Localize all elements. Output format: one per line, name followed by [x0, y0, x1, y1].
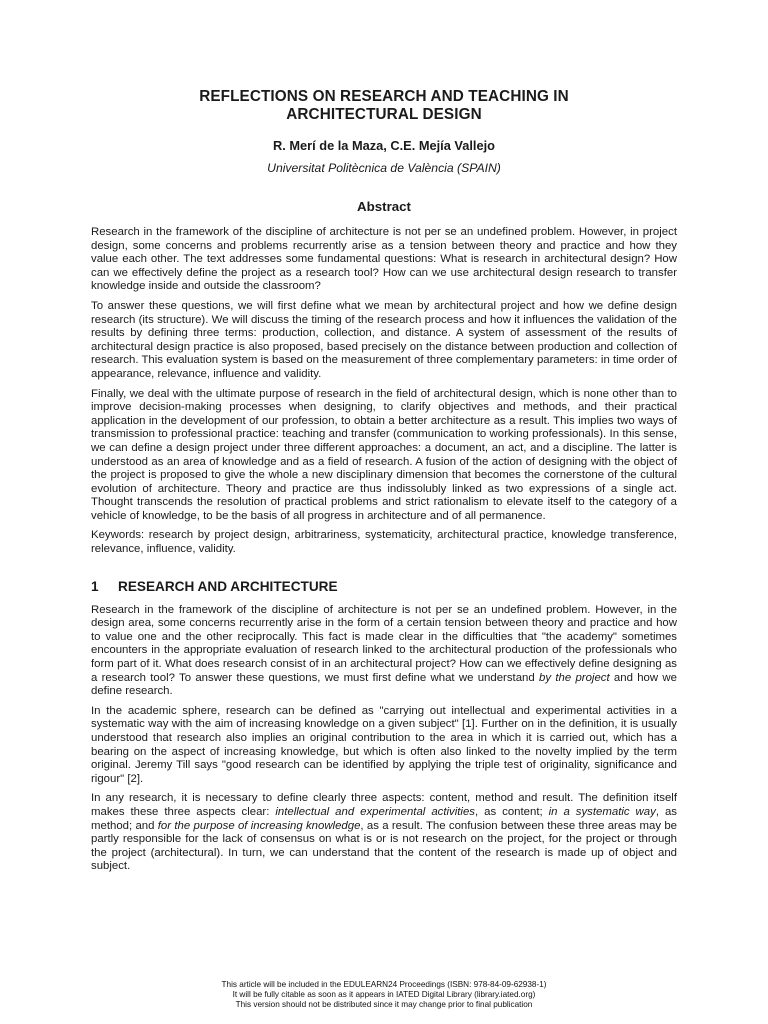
- footer-line-2: It will be fully citable as soon as it appears in IATED Digital Library (library.iated.org): [232, 990, 536, 999]
- abstract-paragraph-1: Research in the framework of the discipline of architecture is not per se an undefined problem. However, in project design, some concerns and problems recurrently arise as a tension between theory and practice and how they value each other. The text addresses some fundamental questions: What is research in architectural design? How can we effectively define the project as a research tool? How can we use architectural design research to transfer knowledge inside and outside the classroom?: [91, 226, 677, 293]
- section-title: RESEARCH AND ARCHITECTURE: [118, 578, 338, 594]
- section-paragraph-2: In the academic sphere, research can be defined as "carrying out intellectual and experimental activities in a systematic way with the aim of increasing knowledge on a given subject" [1]. Further on in the definition, it is usually understood that research also implies an original contribution to the area in which it is carried out, which has a bearing on the aspect of increasing knowledge, but which is often also linked to the novelty implied by the term original. Jeremy Till says "good research can be identified by applying the triple test of originality, significance and rigour" [2].: [91, 704, 677, 785]
- emphasis-run: intellectual and experimental activities: [275, 805, 475, 818]
- emphasis-run: for the purpose of increasing knowledge: [157, 819, 361, 832]
- title-line-2: ARCHITECTURAL DESIGN: [286, 106, 482, 123]
- emphasis-run: by the project: [539, 671, 610, 684]
- affiliation: Universitat Politècnica de València (SPAIN): [267, 161, 501, 175]
- footer-line-3: This version should not be distributed since it may change prior to final publication: [235, 1000, 533, 1009]
- keywords: Keywords: research by project design, arbitrariness, systematicity, architectural practice, knowledge transference, relevance, influence, validity.: [91, 529, 677, 556]
- text-run: and how we define research.: [91, 671, 677, 698]
- section-number: 1: [91, 578, 99, 594]
- paper-page: [91, 88, 677, 874]
- publication-footer: [0, 980, 768, 1010]
- text-run: In any research, it is necessary to define clearly three aspects: content, method and result. The definition itself makes these three aspects clear:: [91, 792, 677, 818]
- text-run: , as a result. The confusion between these three areas may be partly responsible for the lack of consensus on what is or is not research on the project, for the project or through the project (architectural). In turn, we can understand that the content of the research is made up of object and subject.: [91, 819, 677, 873]
- paper-title: [91, 88, 677, 124]
- section-heading: [91, 579, 677, 595]
- authors: R. Merí de la Maza, C.E. Mejía Vallejo: [273, 138, 495, 153]
- section-paragraph-3: [91, 792, 677, 874]
- text-run: Research in the framework of the discipline of architecture is not per se an undefined problem. However, in the design area, some concerns recurrently arise in the form of a certain tension between theory and practice and how to value one and the other reciprocally. This fact is made clear in the difficulties that "the academy" sometimes encounters in the appropriate evaluation of research linked to the architectural production of the professionals who form part of it. What does research consist of in an architectural project? How can we effectively define designing as a research tool? To answer these questions, we must first define what we understand: [91, 603, 677, 684]
- text-run: , as content;: [475, 805, 549, 818]
- abstract-paragraph-2: To answer these questions, we will first define what we mean by architectural project and how we define design research (its structure). We will discuss the timing of the research process and how it influences the validation of the results by defining three terms: production, collection, and distance. A system of assessment of the results of architectural design practice is also proposed, based precisely on the distance between production and collection of research. This evaluation system is based on the measurement of three complementary parameters: in time order of appearance, relevance, influence and validity.: [91, 299, 677, 380]
- abstract-paragraph-3: Finally, we deal with the ultimate purpose of research in the field of architectural design, which is none other than to improve decision-making processes when designing, to clarify objectives and methods, and their practical application in the development of our profession, to obtain a better architecture as a result. This implies two ways of transmission to professional practice: teaching and transfer (communication to working professionals). In this sense, we can define a design project under three different approaches: a document, an act, and a discipline. The latter is understood as an area of knowledge and as a field of research. A fusion of the action of designing with the object of the project is proposed to give the whole a new disciplinary dimension that becomes the cornerstone of the cultural evolution of architecture. Theory and practice are thus indissolubly linked as two expressions of a single act. Thought transcends the resolution of practical problems and strict rationalism to elevate itself to the category of a vehicle of knowledge, to be the basis of all progress in architecture and of all permanence.: [91, 387, 677, 522]
- abstract-heading: Abstract: [357, 199, 411, 214]
- text-run: , as method; and: [91, 805, 677, 832]
- emphasis-run: in a systematic way: [548, 805, 656, 818]
- footer-line-1: This article will be included in the EDULEARN24 Proceedings (ISBN: 978-84-09-62938-1): [221, 980, 547, 989]
- section-paragraph-1: [91, 604, 677, 699]
- title-line-1: REFLECTIONS ON RESEARCH AND TEACHING IN: [199, 88, 569, 105]
